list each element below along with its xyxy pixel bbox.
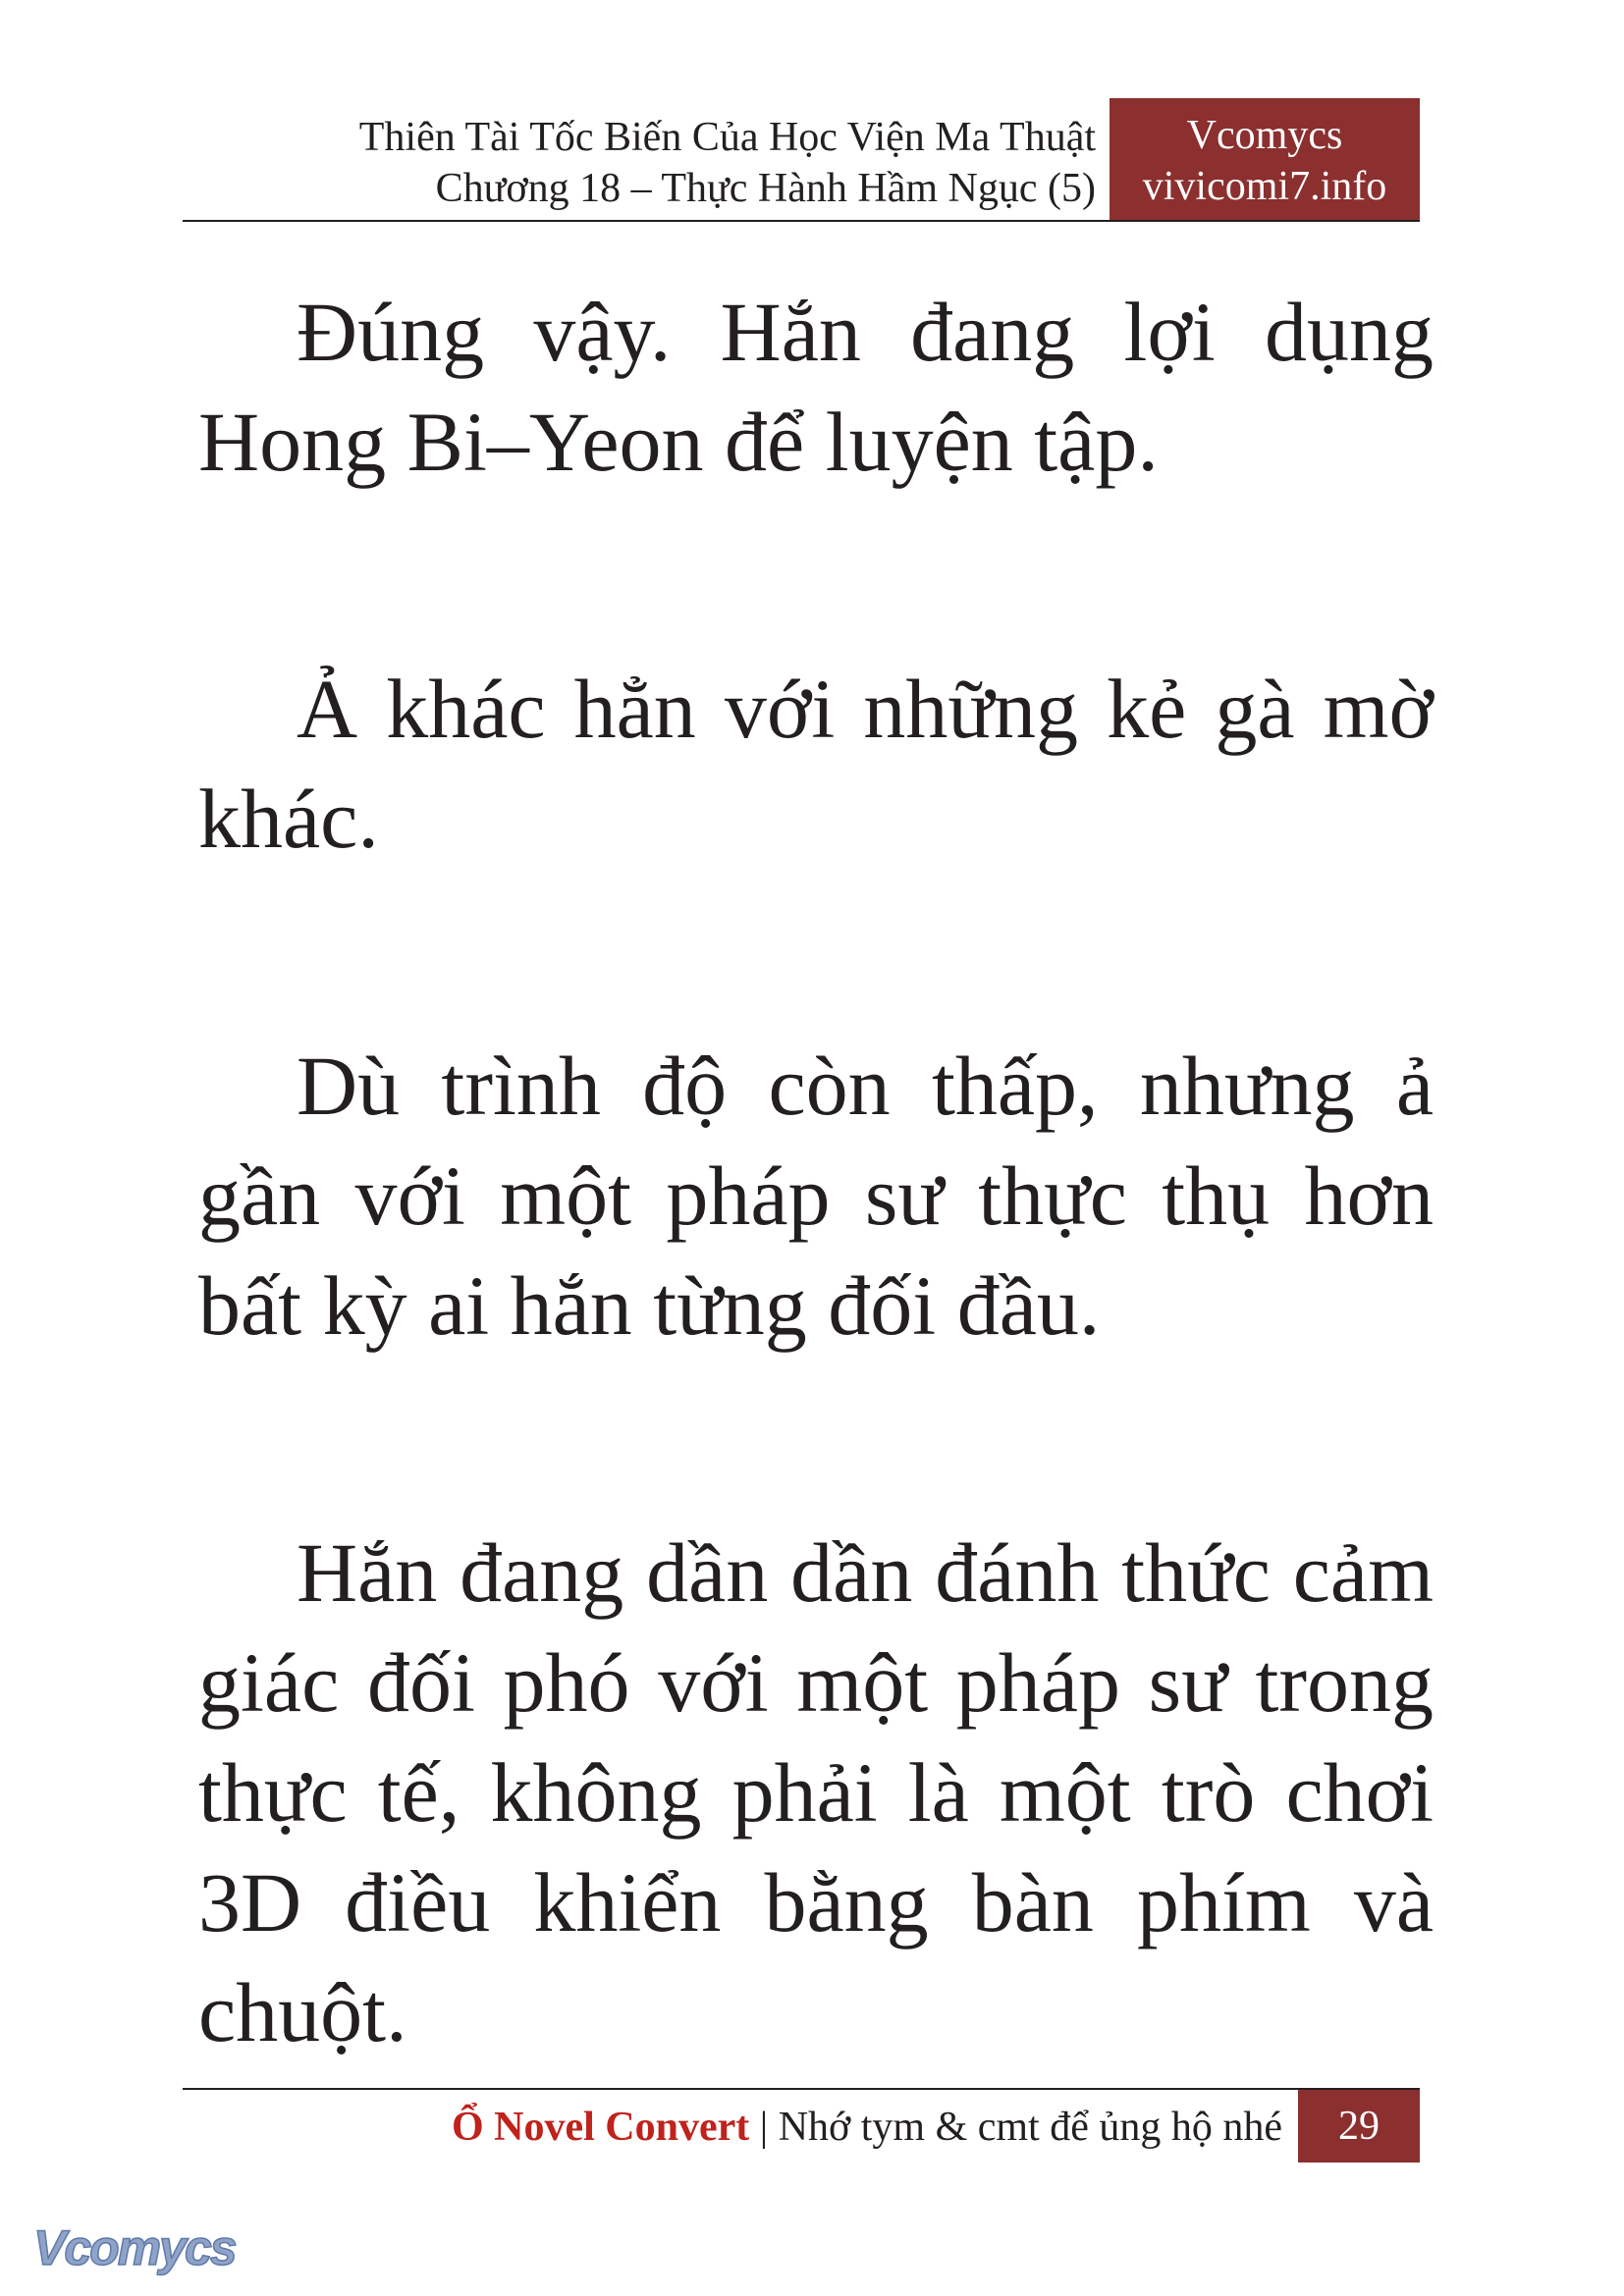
- page-footer: [183, 2088, 1420, 2163]
- vcomycs-watermark-logo: [29, 2214, 255, 2282]
- svg-text:Vcomycs: Vcomycs: [33, 2220, 236, 2275]
- footer-separator: |: [749, 2105, 779, 2150]
- footer-note: Nhớ tym & cmt để ủng hộ nhé: [778, 2105, 1282, 2150]
- page-header: [183, 98, 1420, 222]
- site-url: vivicomi7.info: [1142, 164, 1387, 209]
- site-name: Vcomycs: [1186, 113, 1343, 158]
- header-titles: [359, 112, 1096, 214]
- paragraph: Dù trình độ còn thấp, nhưng ả gần với một pháp sư thực thụ hơn bất kỳ ai hắn từng đối đầu.: [198, 1039, 1434, 1353]
- site-badge: [1110, 98, 1420, 220]
- chapter-title: Chương 18 – Thực Hành Hầm Ngục (5): [435, 166, 1096, 211]
- paragraph: Đúng vậy. Hắn đang lợi dụng Hong Bi–Yeon để luyện tập.: [198, 285, 1434, 489]
- footer-brand: Ổ Novel Convert: [451, 2105, 750, 2150]
- paragraph: Ả khác hẳn với những kẻ gà mờ khác.: [198, 662, 1434, 866]
- book-title: Thiên Tài Tốc Biến Của Học Viện Ma Thuật: [358, 115, 1096, 160]
- paragraph: Hắn đang dần dần đánh thức cảm giác đối phó với một pháp sư trong thực tế, không phải là một trò chơi 3D điều khiển bằng bàn phím và chuột.: [198, 1525, 1434, 2059]
- chapter-body: [198, 277, 1434, 2224]
- page-number: 29: [1298, 2090, 1420, 2163]
- footer-message: [452, 2100, 1282, 2155]
